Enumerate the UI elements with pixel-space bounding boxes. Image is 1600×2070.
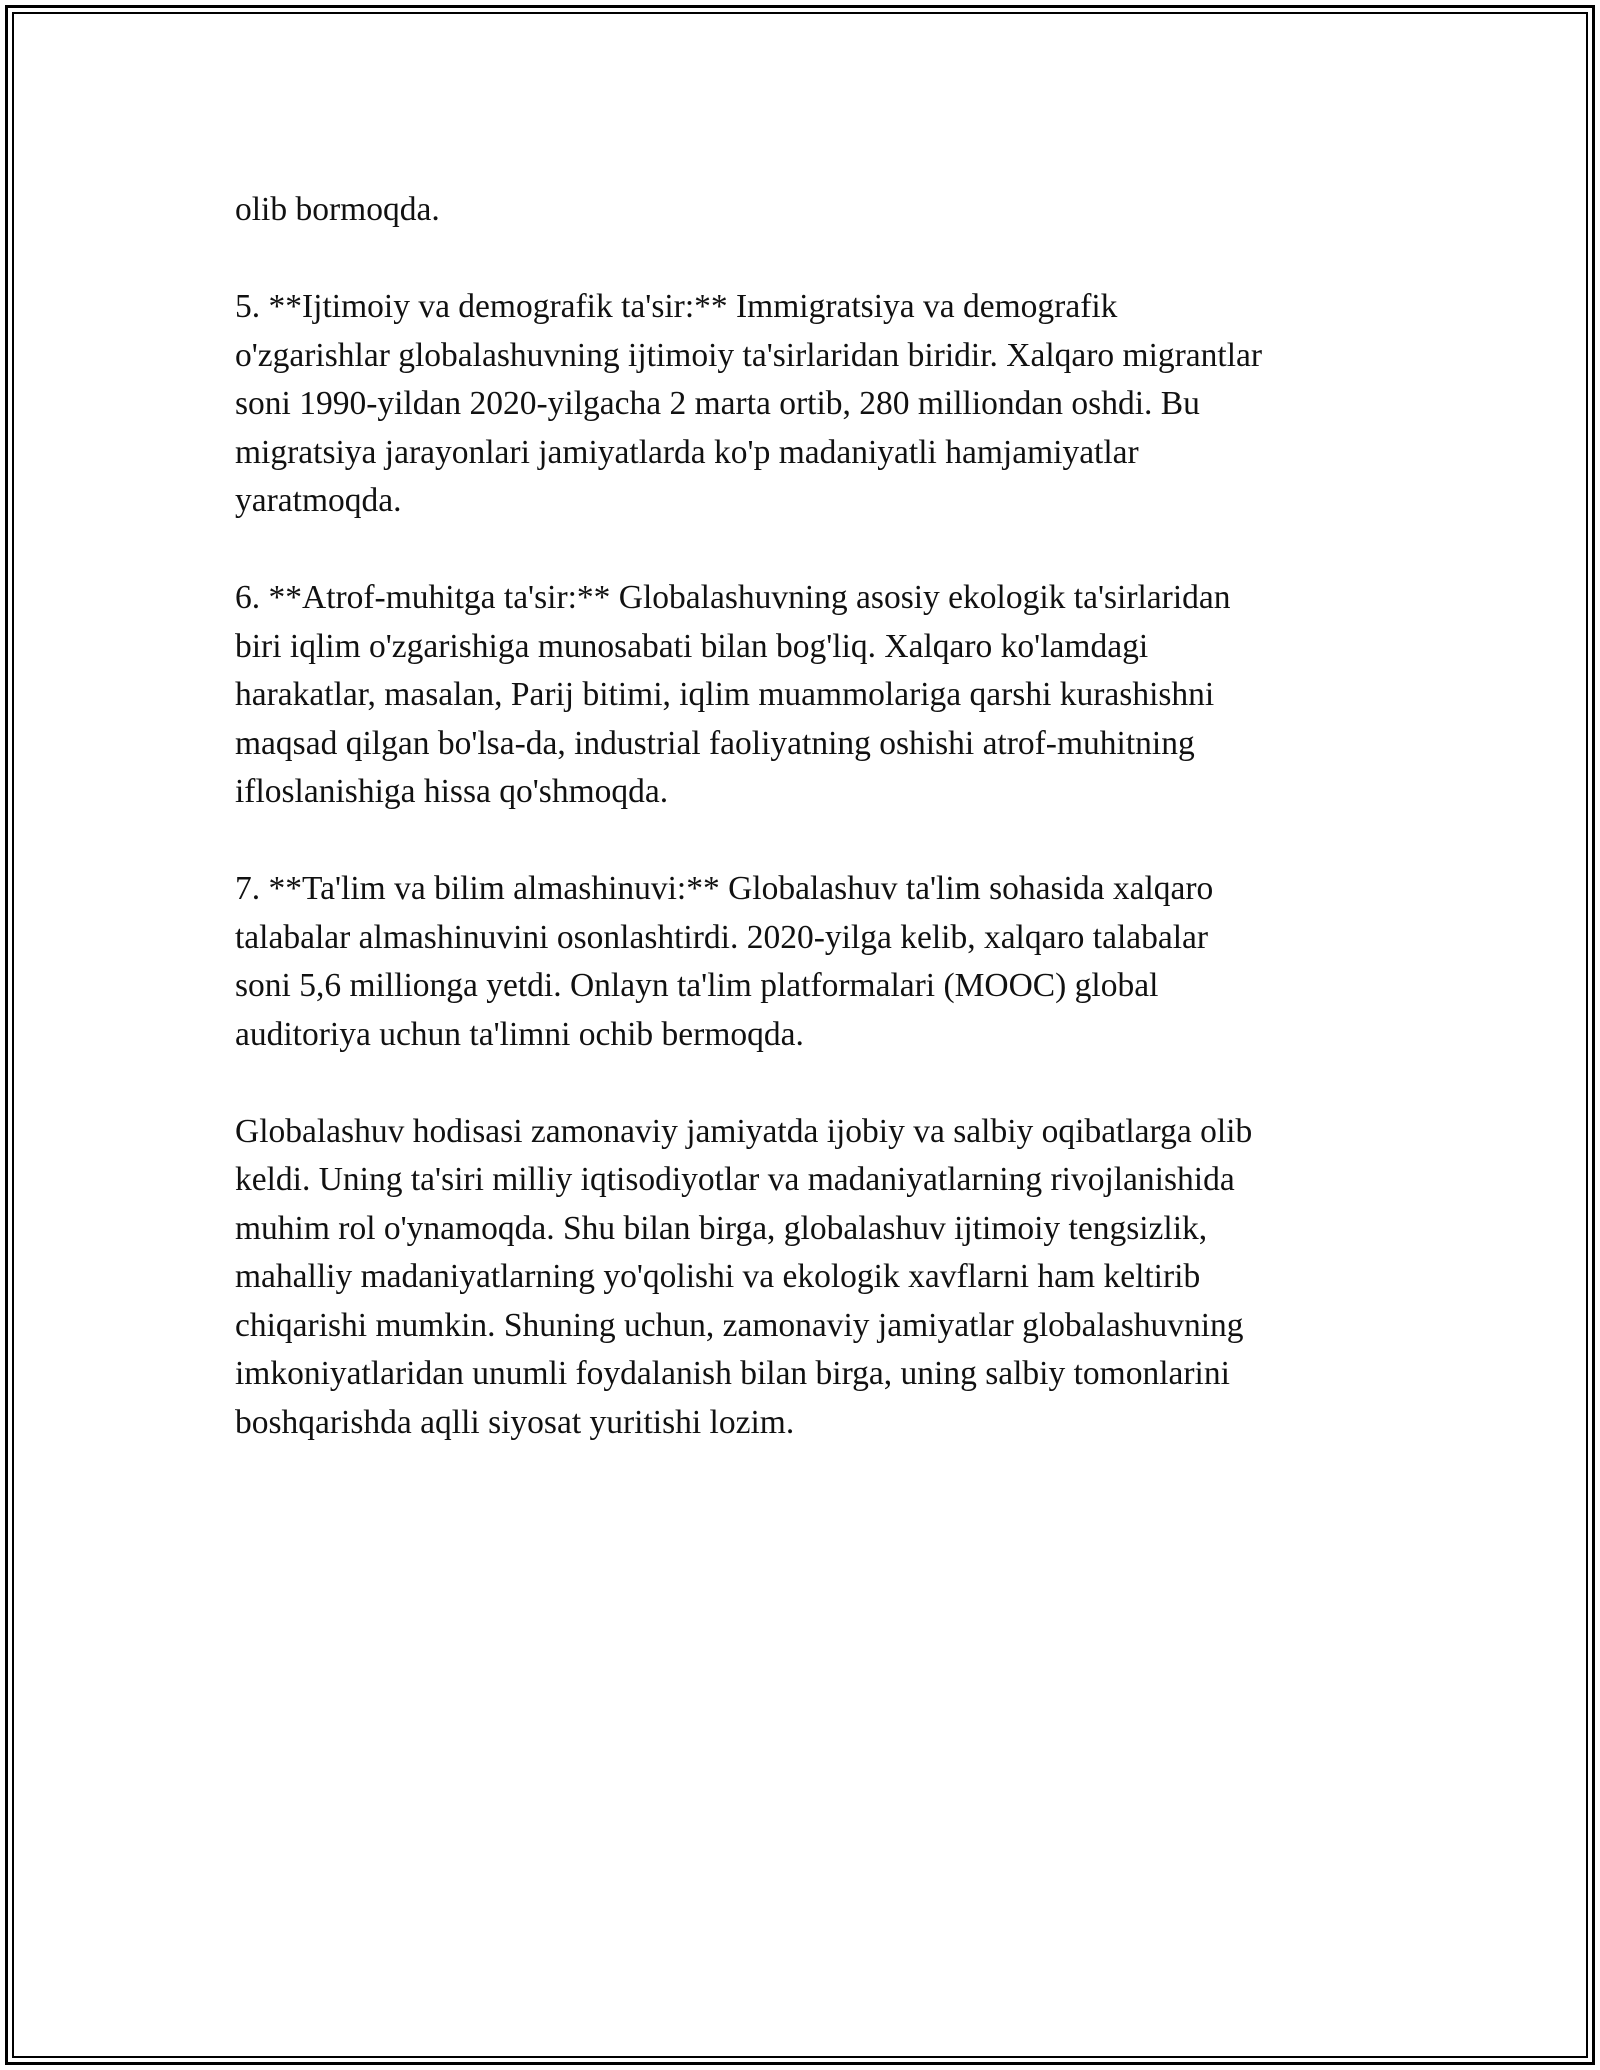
paragraph-environmental-impact: 6. **Atrof-muhitga ta'sir:** Globalashuvning asosiy ekologik ta'sirlaridan biri iqlim o'zgarishiga munosabati bilan bog'liq. Xalqaro ko'lamdagi harakatlar, masalan, Parij bitimi, iqlim muammolariga qarshi kurashishni maqsad qilgan bo'lsa-da, industrial faoliyatning oshishi atrof-muhitning ifloslanishiga hissa qo'shmoqda. xyxy=(235,579,1231,810)
paragraph-education-exchange: 7. **Ta'lim va bilim almashinuvi:** Globalashuv ta'lim sohasida xalqaro talabalar almashinuvini osonlashtirdi. 2020-yilga kelib, xalqaro talabalar soni 5,6 millionga yetdi. Onlayn ta'lim platformalari (MOOC) global auditoriya uchun ta'limni ochib bermoqda. xyxy=(235,870,1214,1053)
paragraph-conclusion: Globalashuv hodisasi zamonaviy jamiyatda ijobiy va salbiy oqibatlarga olib keldi. Uning ta'siri milliy iqtisodiyotlar va madaniyatlarning rivojlanishida muhim rol o'ynamoqda. Shu bilan birga, globalashuv ijtimoiy tengsizlik, mahalliy madaniyatlarning yo'qolishi va ekologik xavflarni ham keltirib chiqarishi mumkin. Shuning uchun, zamonaviy jamiyatlar globalashuvning imkoniyatlaridan unumli foydalanish bilan birga, uning salbiy tomonlarini boshqarishda aqlli siyosat yuritishi lozim. xyxy=(235,1112,1253,1441)
document-body xyxy=(235,186,1375,1447)
paragraph-social-demographic-impact: 5. **Ijtimoiy va demografik ta'sir:** Immigratsiya va demografik o'zgarishlar globalashuvning ijtimoiy ta'sirlaridan biridir. Xalqaro migrantlar soni 1990-yildan 2020-yilgacha 2 marta ortib, 280 milliondan oshdi. Bu migratsiya jarayonlari jamiyatlarda ko'p madaniyatli hamjamiyatlar yaratmoqda. xyxy=(235,288,1263,519)
paragraph-continuation: olib bormoqda. xyxy=(235,191,440,228)
